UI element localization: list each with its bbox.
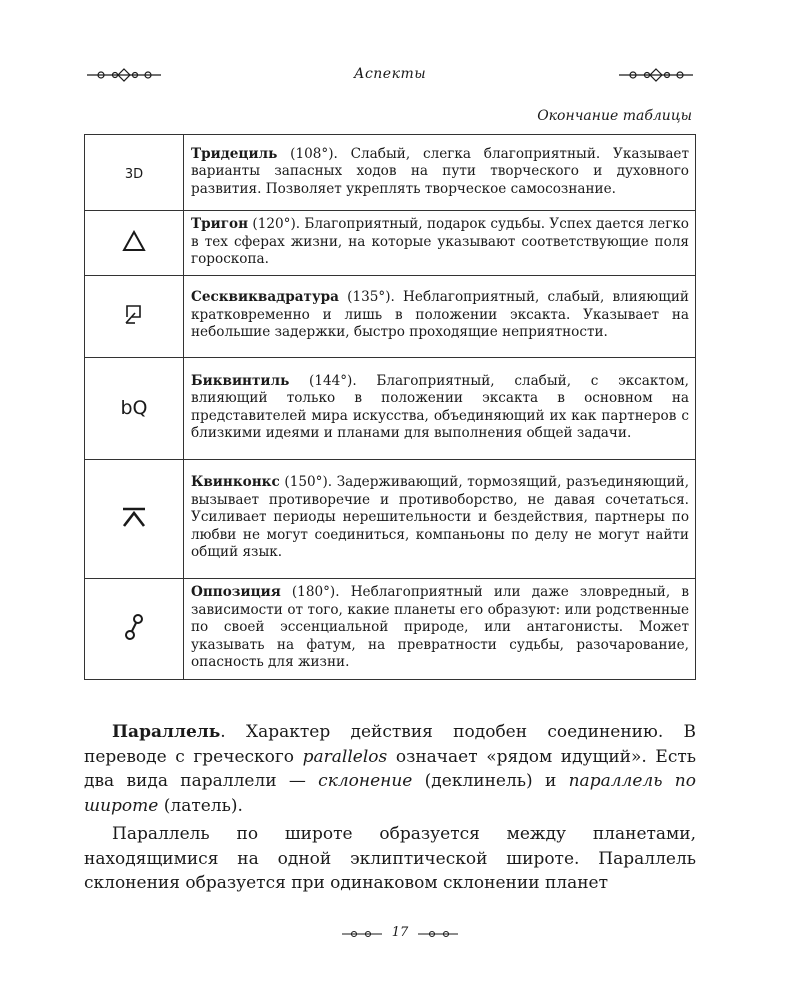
page-header [85, 66, 695, 88]
aspect-name: Сесквиквадратура [191, 289, 339, 306]
aspect-name: Квинконкс [191, 474, 280, 491]
opposition-icon [123, 613, 145, 641]
symbol-cell [85, 357, 184, 459]
page-footer [340, 925, 460, 945]
body-text [84, 720, 696, 900]
running-title: Аспекты [353, 66, 427, 82]
table-continuation-note: Окончание таблицы [537, 108, 692, 124]
symbol-cell [85, 275, 184, 357]
aspect-name: Биквинтиль [191, 372, 290, 389]
aspect-description: . Благоприятный, слабый, с эксактом, влияющий только в положении эксакта в основном на представителей мира искусства, объединяющий их как партнеров с близкими идеями и планами для выполнения общей задачи. [191, 372, 689, 441]
text-run: . Характер действия подобен соединению. В переводе с греческого [84, 722, 696, 767]
aspect-degree: (120°) [248, 216, 296, 232]
table-row [85, 357, 696, 459]
aspects-table [84, 134, 696, 680]
latin-term: parallelos [302, 746, 388, 767]
text-run: (деклинель) и [412, 771, 569, 791]
table-row [85, 211, 696, 276]
symbol-cell [85, 135, 184, 211]
term-declination: склонение [318, 771, 413, 791]
table-row [85, 135, 696, 211]
aspect-name: Тридециль [191, 145, 278, 162]
symbol-cell [85, 578, 184, 679]
description-cell [184, 357, 696, 459]
text-run: (латель). [158, 795, 243, 816]
aspect-degree: (180°) [280, 584, 336, 601]
table-row [85, 275, 696, 357]
aspect-name: Тригон [191, 216, 249, 232]
symbol-cell [85, 459, 184, 578]
tridecile-3d-icon: 3D [124, 167, 144, 182]
aspect-description: . Слабый, слегка благоприятный. Указывает варианты запасных ходов на пути творческого и духовного развития. Позволяет укреплять творческое самосознание. [191, 145, 689, 197]
aspect-name: Оппозиция [191, 584, 281, 601]
table-row [85, 459, 696, 578]
folio-right-ornament-icon [416, 928, 460, 940]
right-ornament-icon [617, 68, 695, 82]
description-cell [184, 135, 696, 211]
text-run: означает «рядом идущий». Есть два вида параллели — [84, 746, 696, 791]
aspect-description: . Благоприятный, подарок судьбы. Успех дается легко в тех сферах жизни, на которые указывают соответствующие поля гороскопа. [191, 216, 689, 267]
aspect-description: . Неблагоприятный, слабый, влияющий кратковременно и лишь в положении эксакта. Указывает на небольшие задержки, быстро проходящие неприятности. [191, 289, 689, 341]
biquintile-bq-icon: bQ [120, 397, 148, 419]
description-cell [184, 275, 696, 357]
description-cell [184, 459, 696, 578]
aspect-degree: (150°) [279, 474, 328, 491]
term-parallel: Параллель [112, 722, 221, 742]
table-row [85, 578, 696, 679]
symbol-cell [85, 211, 184, 276]
page-number: 17 [391, 925, 409, 940]
description-cell [184, 211, 696, 276]
description-cell [184, 578, 696, 679]
aspect-degree: (108°) [277, 145, 334, 162]
term-latitude-parallel: параллель по широте [84, 771, 696, 816]
aspect-description: . Задерживающий, тормозящий, разъединяющий, вызывает противоречие и противоборство, не давая сочетаться. Усиливает периоды нерешительности и бездействия, партнеры по любви не могут соединиться, компаньоны по делу не могут найти общий язык. [191, 474, 690, 561]
sesquiquadrate-icon [123, 303, 145, 325]
paragraph-parallel [84, 720, 696, 818]
aspect-degree: (135°) [338, 289, 391, 306]
trine-icon [122, 230, 146, 252]
quincunx-icon [121, 506, 147, 528]
paragraph-latitude: Параллель по широте образуется между планетами, находящимися на одной эклиптической широте. Параллель склонения образуется при одинаковом склонении планет [84, 824, 696, 893]
aspect-degree: (144°) [289, 372, 353, 389]
aspect-description: . Неблагоприятный или даже зловредный, в зависимости от того, какие планеты его образуют: или родственные по своей эссенциальной природе, или антагонисты. Может указывать на фатум, на превратности судьбы, разочарование, опасность для жизни. [191, 584, 689, 671]
